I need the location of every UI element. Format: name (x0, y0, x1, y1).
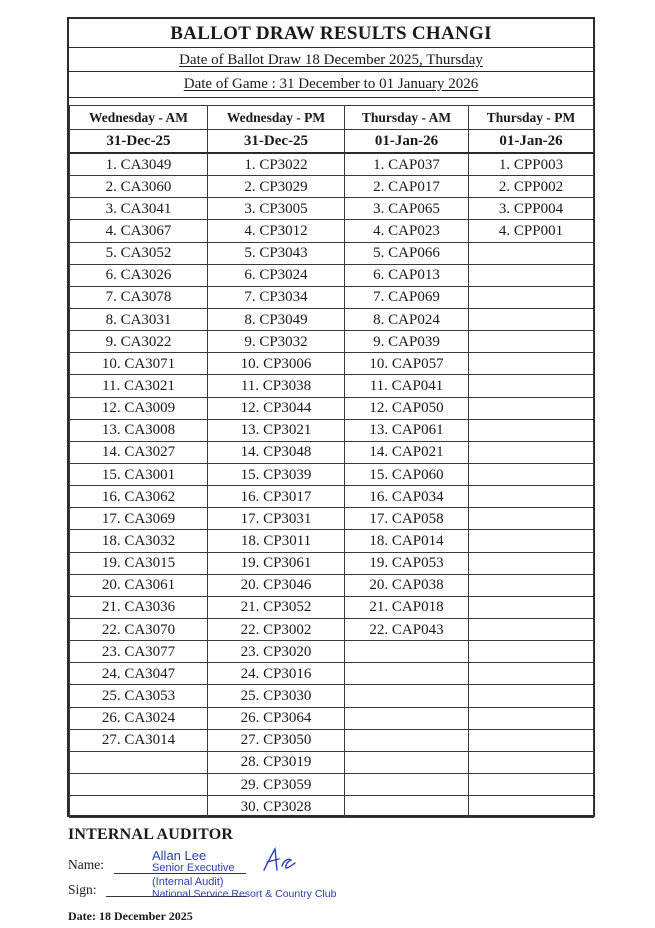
table-cell: 8. CAP024 (345, 308, 469, 330)
table-cell: 1. CPP003 (469, 153, 594, 176)
table-row (70, 530, 594, 552)
table-cell: 19. CA3015 (70, 552, 208, 574)
column-day-header: Thursday - PM (469, 106, 594, 130)
handwritten-signature (260, 846, 298, 874)
table-cell: 10. CA3071 (70, 353, 208, 375)
table-cell (469, 618, 594, 640)
game-date-text: Date of Game : 31 December to 01 January 2026 (183, 76, 479, 92)
table-cell: 6. CAP013 (345, 264, 469, 286)
table-cell (345, 796, 469, 818)
table-cell: 13. CA3008 (70, 419, 208, 441)
table-cell: 17. CAP058 (345, 508, 469, 530)
results-table (69, 105, 594, 818)
table-cell (70, 796, 208, 818)
table-cell (469, 751, 594, 773)
table-row (70, 397, 594, 419)
ballot-results-sheet (67, 17, 595, 817)
table-cell (345, 641, 469, 663)
table-cell: 1. CA3049 (70, 153, 208, 176)
table-cell: 7. CP3034 (208, 286, 345, 308)
table-row (70, 220, 594, 242)
table-cell: 19. CP3061 (208, 552, 345, 574)
table-cell: 4. CA3067 (70, 220, 208, 242)
table-row (70, 641, 594, 663)
table-cell: 3. CP3005 (208, 198, 345, 220)
table-cell: 4. CP3012 (208, 220, 345, 242)
column-day-header: Wednesday - AM (70, 106, 208, 130)
table-row (70, 618, 594, 640)
table-row (70, 308, 594, 330)
table-cell (345, 751, 469, 773)
audit-date: Date: 18 December 2025 (68, 909, 193, 923)
column-date-header: 01-Jan-26 (469, 130, 594, 154)
column-date-header: 31-Dec-25 (208, 130, 345, 154)
table-cell: 17. CA3069 (70, 508, 208, 530)
table-cell: 2. CA3060 (70, 176, 208, 198)
table-cell: 25. CA3053 (70, 685, 208, 707)
table-cell (469, 286, 594, 308)
table-cell (469, 729, 594, 751)
table-row (70, 353, 594, 375)
table-cell: 9. CAP039 (345, 331, 469, 353)
table-cell (469, 375, 594, 397)
table-cell (469, 530, 594, 552)
table-row (70, 441, 594, 463)
table-cell: 17. CP3031 (208, 508, 345, 530)
table-cell: 15. CA3001 (70, 463, 208, 485)
table-cell: 11. CAP041 (345, 375, 469, 397)
table-cell: 23. CP3020 (208, 641, 345, 663)
page-title: BALLOT DRAW RESULTS CHANGI (170, 23, 492, 44)
table-cell: 3. CAP065 (345, 198, 469, 220)
table-cell (469, 641, 594, 663)
table-cell: 23. CA3077 (70, 641, 208, 663)
table-cell: 19. CAP053 (345, 552, 469, 574)
table-cell (469, 486, 594, 508)
date-header-row (70, 130, 594, 154)
table-row (70, 773, 594, 795)
divider (69, 97, 593, 98)
table-cell: 28. CP3019 (208, 751, 345, 773)
table-cell: 5. CP3043 (208, 242, 345, 264)
table-cell: 20. CA3061 (70, 574, 208, 596)
table-cell (469, 331, 594, 353)
table-row (70, 574, 594, 596)
table-cell: 6. CP3024 (208, 264, 345, 286)
table-row (70, 176, 594, 198)
table-cell (70, 773, 208, 795)
table-cell: 21. CP3052 (208, 596, 345, 618)
table-cell (469, 663, 594, 685)
table-row (70, 508, 594, 530)
table-cell: 13. CAP061 (345, 419, 469, 441)
table-cell (469, 441, 594, 463)
table-cell: 10. CAP057 (345, 353, 469, 375)
table-cell: 12. CAP050 (345, 397, 469, 419)
table-cell: 22. CP3002 (208, 618, 345, 640)
table-cell: 20. CAP038 (345, 574, 469, 596)
table-cell: 5. CA3052 (70, 242, 208, 264)
table-cell: 1. CAP037 (345, 153, 469, 176)
table-row (70, 375, 594, 397)
table-cell: 3. CPP004 (469, 198, 594, 220)
table-row (70, 286, 594, 308)
table-cell: 11. CP3038 (208, 375, 345, 397)
table-cell (345, 707, 469, 729)
table-row (70, 552, 594, 574)
table-row (70, 463, 594, 485)
table-cell (469, 308, 594, 330)
table-cell (70, 751, 208, 773)
table-cell: 22. CAP043 (345, 618, 469, 640)
table-cell (469, 463, 594, 485)
table-cell: 16. CAP034 (345, 486, 469, 508)
table-row (70, 685, 594, 707)
table-cell (345, 773, 469, 795)
table-cell: 25. CP3030 (208, 685, 345, 707)
column-day-header: Thursday - AM (345, 106, 469, 130)
table-cell: 18. CAP014 (345, 530, 469, 552)
table-cell (469, 397, 594, 419)
internal-auditor-block (68, 826, 488, 926)
column-date-header: 31-Dec-25 (70, 130, 208, 154)
table-row (70, 707, 594, 729)
table-cell: 18. CP3011 (208, 530, 345, 552)
table-cell: 20. CP3046 (208, 574, 345, 596)
table-cell: 13. CP3021 (208, 419, 345, 441)
table-cell: 2. CP3029 (208, 176, 345, 198)
ballot-draw-date-text: Date of Ballot Draw 18 December 2025, Thursday (179, 52, 483, 68)
table-cell: 3. CA3041 (70, 198, 208, 220)
table-cell: 29. CP3059 (208, 773, 345, 795)
table-cell: 27. CA3014 (70, 729, 208, 751)
table-cell: 12. CP3044 (208, 397, 345, 419)
table-cell: 24. CA3047 (70, 663, 208, 685)
signer-name: Allan Lee (152, 848, 207, 863)
table-cell (469, 419, 594, 441)
table-cell: 6. CA3026 (70, 264, 208, 286)
table-cell: 16. CP3017 (208, 486, 345, 508)
table-cell (469, 796, 594, 818)
table-cell: 1. CP3022 (208, 153, 345, 176)
table-row (70, 729, 594, 751)
table-cell: 22. CA3070 (70, 618, 208, 640)
game-date (69, 73, 593, 95)
table-cell (469, 707, 594, 729)
column-day-header: Wednesday - PM (208, 106, 345, 130)
table-cell: 4. CPP001 (469, 220, 594, 242)
table-cell: 21. CA3036 (70, 596, 208, 618)
table-cell: 15. CAP060 (345, 463, 469, 485)
table-cell (469, 508, 594, 530)
table-row (70, 663, 594, 685)
table-cell: 8. CA3031 (70, 308, 208, 330)
table-cell (345, 729, 469, 751)
table-row (70, 331, 594, 353)
table-cell: 30. CP3028 (208, 796, 345, 818)
table-cell (469, 596, 594, 618)
table-row (70, 242, 594, 264)
table-cell: 10. CP3006 (208, 353, 345, 375)
table-cell: 14. CAP021 (345, 441, 469, 463)
table-cell: 7. CAP069 (345, 286, 469, 308)
table-cell (469, 552, 594, 574)
table-cell: 16. CA3062 (70, 486, 208, 508)
table-row (70, 751, 594, 773)
table-cell: 9. CA3022 (70, 331, 208, 353)
table-cell: 2. CAP017 (345, 176, 469, 198)
day-header-row (70, 106, 594, 130)
ballot-draw-date (69, 49, 593, 71)
table-cell (469, 773, 594, 795)
signer-department: (Internal Audit) (152, 876, 224, 888)
table-cell (469, 264, 594, 286)
table-cell: 27. CP3050 (208, 729, 345, 751)
table-row (70, 153, 594, 176)
table-cell: 14. CP3048 (208, 441, 345, 463)
table-cell: 24. CP3016 (208, 663, 345, 685)
table-cell: 15. CP3039 (208, 463, 345, 485)
table-cell: 2. CPP002 (469, 176, 594, 198)
table-row (70, 796, 594, 818)
table-cell: 26. CP3064 (208, 707, 345, 729)
table-cell: 8. CP3049 (208, 308, 345, 330)
table-cell (345, 685, 469, 707)
table-cell: 12. CA3009 (70, 397, 208, 419)
name-label: Name: (68, 857, 104, 872)
table-cell: 14. CA3027 (70, 441, 208, 463)
sign-label: Sign: (68, 882, 97, 897)
table-row (70, 419, 594, 441)
table-row (70, 596, 594, 618)
table-cell: 9. CP3032 (208, 331, 345, 353)
table-cell (469, 685, 594, 707)
table-row (70, 198, 594, 220)
divider (69, 47, 593, 48)
signer-title: Senior Executive (152, 862, 235, 874)
table-cell: 18. CA3032 (70, 530, 208, 552)
table-cell: 21. CAP018 (345, 596, 469, 618)
table-cell: 7. CA3078 (70, 286, 208, 308)
table-cell: 5. CAP066 (345, 242, 469, 264)
table-cell: 26. CA3024 (70, 707, 208, 729)
divider (69, 71, 593, 72)
table-cell (469, 574, 594, 596)
table-cell (469, 242, 594, 264)
auditor-heading: INTERNAL AUDITOR (68, 826, 234, 843)
table-cell: 11. CA3021 (70, 375, 208, 397)
signer-organisation: National Service Resort & Country Club (152, 888, 337, 900)
table-row (70, 264, 594, 286)
table-cell: 4. CAP023 (345, 220, 469, 242)
table-cell (469, 353, 594, 375)
table-row (70, 486, 594, 508)
column-date-header: 01-Jan-26 (345, 130, 469, 154)
table-cell (345, 663, 469, 685)
